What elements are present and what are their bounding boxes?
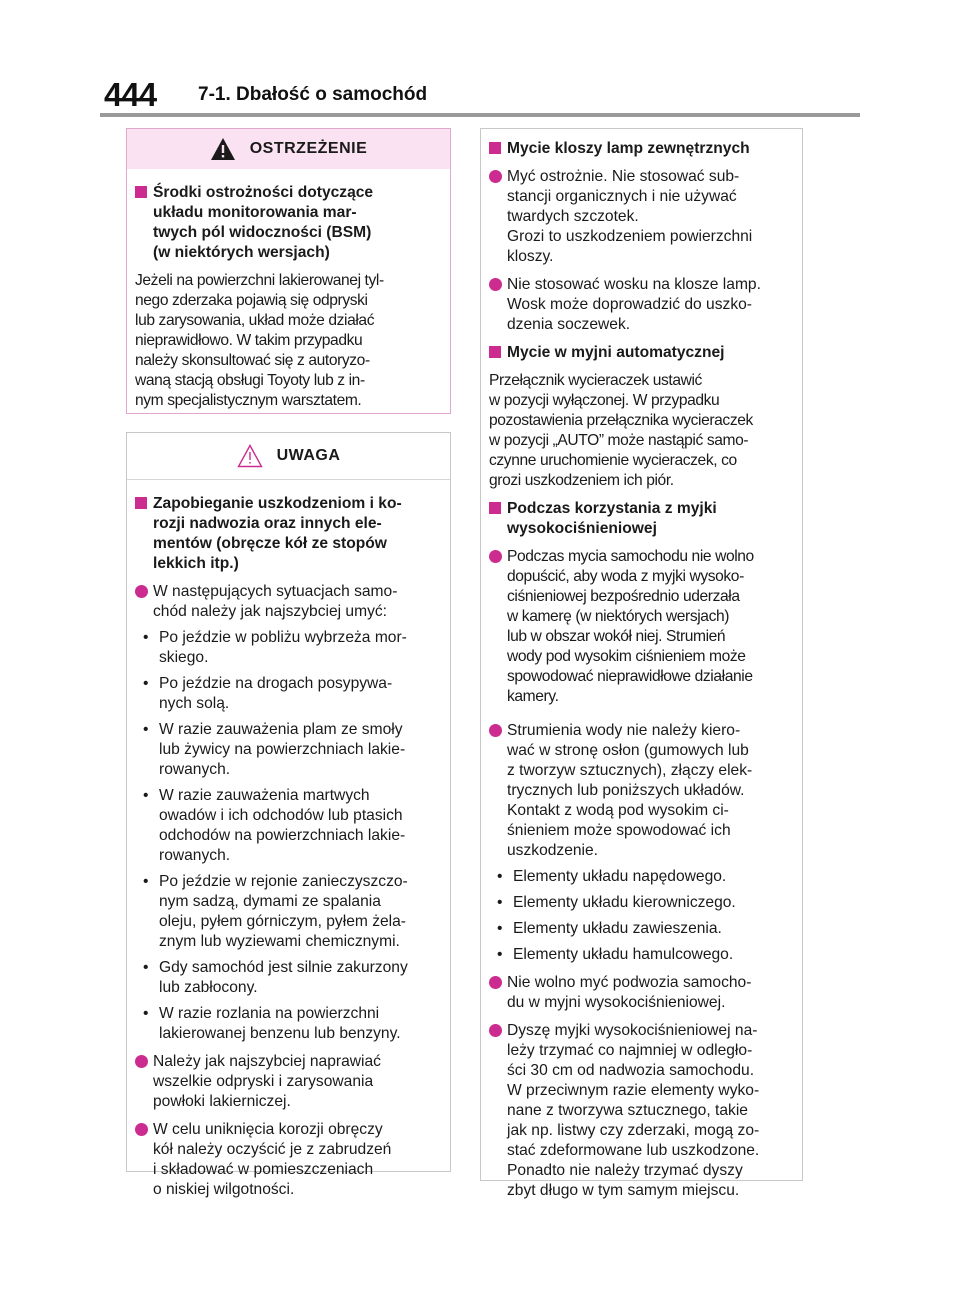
list-item: W następujących sytuacjach samo- chód należy jak najszybciej umyć:: [135, 582, 442, 622]
dot-bullet-icon: [489, 278, 502, 291]
dot-bullet-icon: [135, 1123, 148, 1136]
warning-box: [126, 128, 451, 414]
warning-text: Jeżeli na powierzchni lakierowanej tyl- nego zderzaka pojawią się odpryski lub zarysowania, układ może działać nieprawidłowo. W takim przypadku należy skonsultować się z autoryzo- waną stacją obsługi Toyoty lub z in- nym specjalistycznym warsztatem.: [135, 272, 384, 409]
list-item: W celu uniknięcia korozji obręczy kół należy oczyścić je z zabrudzeń i składować w pomieszczeniach o niskiej wilgotności.: [135, 1120, 442, 1200]
caution-header: [127, 433, 450, 480]
caution-box: [126, 432, 451, 1198]
section-heading: Mycie kloszy lamp zewnętrznych: [489, 139, 794, 159]
square-bullet-icon: [489, 142, 501, 154]
square-bullet-icon: [489, 346, 501, 358]
list-item: • Po jeździe na drogach posypywa- nych solą.: [143, 675, 393, 712]
list-item: • W razie zauważenia martwych owadów i ich odchodów lub ptasich odchodów na powierzchniach lakie- rowanych.: [143, 787, 406, 864]
section-heading: Mycie w myjni automatycznej: [489, 343, 794, 363]
header-divider: [100, 113, 860, 117]
dot-bullet-icon: [135, 1055, 148, 1068]
section-heading: Podczas korzystania z myjki wysokociśnieniowej: [489, 499, 794, 539]
dot-bullet-icon: [489, 550, 502, 563]
list-item: Dyszę myjki wysokociśnieniowej na- leży trzymać co najmniej w odległo- ści 30 cm od nadwozia samochodu. W przeciwnym razie elementy wyko- nane z tworzywa sztucznego, takie jak np. listwy czy zderzaki, mogą zo- stać zdeformowane lub uszkodzone. Ponadto nie należy trzymać dyszy zbyt długo w tym samym miejscu.: [489, 1021, 794, 1201]
list-item: • Elementy układu zawieszenia.: [497, 920, 722, 937]
dot-bullet-icon: [489, 724, 502, 737]
dot-bullet-icon: [489, 170, 502, 183]
section-title: 7-1. Dbałość o samochód: [198, 84, 428, 105]
caution-label: UWAGA: [276, 447, 341, 464]
list-item: • Elementy układu kierowniczego.: [497, 894, 736, 911]
list-item: • W razie rozlania na powierzchni lakierowanej benzenu lub benzyny.: [143, 1005, 401, 1042]
list-item: Należy jak najszybciej naprawiać wszelkie odpryski i zarysowania powłoki lakierniczej.: [135, 1052, 442, 1112]
warning-heading: Środki ostrożności dotyczące układu monitorowania mar- twych pól widoczności (BSM) (w niektórych wersjach): [135, 183, 442, 263]
warning-triangle-icon: [210, 137, 236, 161]
caution-triangle-icon: [237, 444, 263, 468]
list-item: • Po jeździe w pobliżu wybrzeża mor- skiego.: [143, 629, 407, 666]
warning-label: OSTRZEŻENIE: [249, 140, 368, 157]
list-item: Myć ostrożnie. Nie stosować sub- stancji organicznych i nie używać twardych szczotek. Grozi to uszkodzeniem powierzchni kloszy.: [489, 167, 794, 267]
list-item: Strumienia wody nie należy kiero- wać w stronę osłon (gumowych lub z tworzyw sztucznych), złączy elek- trycznych lub poniższych układów. Kontakt z wodą pod wysokim ci- śnieniem może spowodować ich uszkodzenie.: [489, 721, 794, 861]
square-bullet-icon: [489, 502, 501, 514]
square-bullet-icon: [135, 497, 147, 509]
paragraph: Przełącznik wycieraczek ustawić w pozycji wyłączonej. W przypadku pozostawienia przełącznika wycieraczek w pozycji „AUTO” może nastąpić samo- czynne uruchomienie wycieraczek, co grozi uszkodzeniem ich piór.: [489, 372, 753, 489]
list-item: • Gdy samochód jest silnie zakurzony lub zabłocony.: [143, 959, 408, 996]
continued-caution-box: [480, 128, 803, 1199]
list-item: • Elementy układu napędowego.: [497, 868, 727, 885]
dot-bullet-icon: [135, 585, 148, 598]
list-item: Nie stosować wosku na klosze lamp. Wosk może doprowadzić do uszko- dzenia soczewek.: [489, 275, 794, 335]
page-number: 444: [104, 76, 157, 113]
square-bullet-icon: [135, 186, 147, 198]
page-header: [0, 0, 960, 120]
list-item: • Elementy układu hamulcowego.: [497, 946, 734, 963]
dot-bullet-icon: [489, 976, 502, 989]
list-item: Nie wolno myć podwozia samocho- du w myjni wysokociśnieniowej.: [489, 973, 794, 1013]
list-item: Podczas mycia samochodu nie wolno dopuścić, aby woda z myjki wysoko- ciśnieniowej bezpośrednio uderzała w kamerę (w niektórych wersjach) lub w obszar wokół niej. Strumień wody pod wysokim ciśnieniem może spowodować nieprawidłowe działanie kamery.: [489, 547, 794, 707]
dot-bullet-icon: [489, 1024, 502, 1037]
list-item: • W razie zauważenia plam ze smoły lub żywicy na powierzchniach lakie- rowanych.: [143, 721, 406, 778]
warning-header: [127, 129, 450, 169]
caution-heading: Zapobieganie uszkodzeniom i ko- rozji nadwozia oraz innych ele- mentów (obręcze kół ze stopów lekkich itp.): [135, 494, 442, 574]
list-item: • Po jeździe w rejonie zanieczyszczo- nym sadzą, dymami ze spalania oleju, pyłem górniczym, pyłem żela- znym lub wyziewami chemicznymi.: [143, 873, 408, 950]
